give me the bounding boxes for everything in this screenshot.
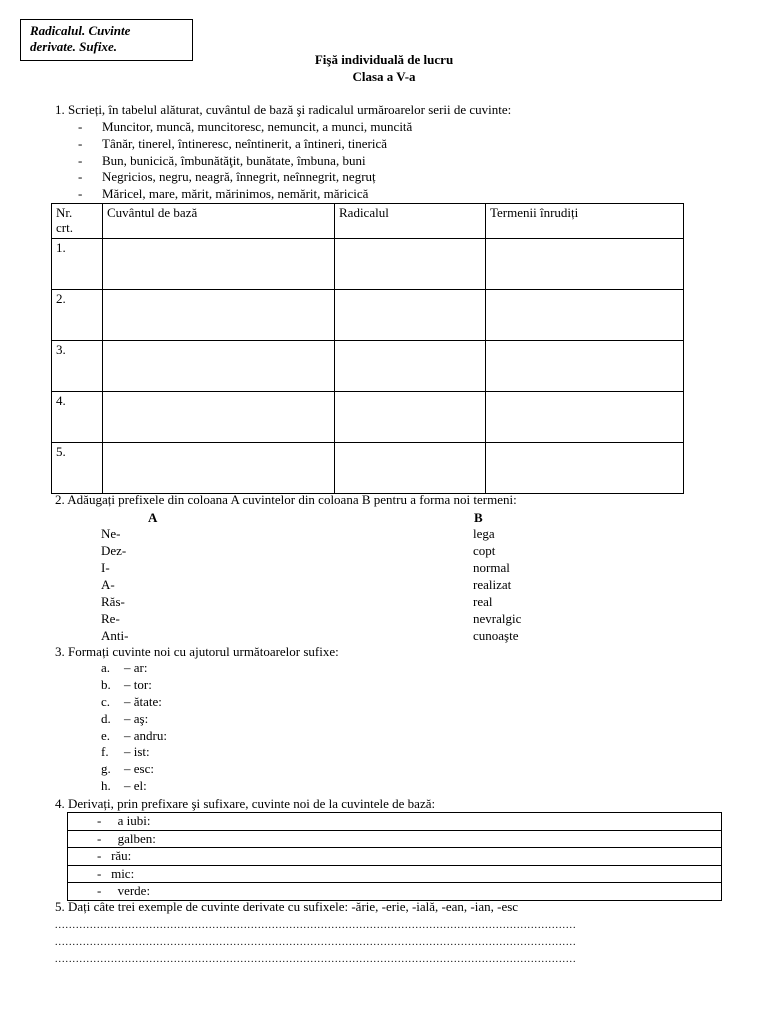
- column-a-label: A: [148, 510, 158, 525]
- derivation-table: [67, 812, 722, 901]
- row-number: 4.: [52, 392, 103, 443]
- prefix-item: Re-: [101, 611, 120, 626]
- suffix-item: h. – el:: [101, 778, 147, 794]
- table-row: [52, 443, 684, 494]
- suffix-item: a. – ar:: [101, 660, 148, 675]
- topic-line-2: derivate. Sufixe.: [30, 39, 118, 54]
- exercise-1-prompt: 1. Scrieți, în tabelul alăturat, cuvântul de bază şi radicalul urmăroarelor serii de cuvinte:: [55, 102, 512, 117]
- word-series-item: - Negricios, negru, neagră, înnegrit, neînnegrit, negruț: [78, 169, 412, 186]
- column-header-base-word: Cuvântul de bază: [103, 204, 335, 239]
- base-word-item: cunoaşte: [473, 628, 519, 643]
- base-word-item: normal: [473, 560, 510, 575]
- column-header-root: Radicalul: [335, 204, 486, 239]
- derivation-row[interactable]: - mic:: [68, 865, 722, 883]
- root-cell[interactable]: [335, 290, 486, 341]
- base-word-item: nevralgic: [473, 611, 522, 626]
- worksheet-title: Fişă individuală de lucru: [314, 52, 454, 67]
- exercise-4-prompt: 4. Derivați, prin prefixare şi sufixare, cuvinte noi de la cuvintele de bază:: [55, 796, 436, 811]
- row-number: 3.: [52, 341, 103, 392]
- root-cell[interactable]: [335, 443, 486, 494]
- row-number: 1.: [52, 239, 103, 290]
- table-row: [52, 341, 684, 392]
- base-word-item: lega: [473, 526, 495, 541]
- table-header-row: [52, 204, 684, 239]
- column-b-label: B: [474, 510, 483, 525]
- derivation-row[interactable]: - verde:: [68, 883, 722, 901]
- suffix-item: e. – andru:: [101, 727, 167, 743]
- related-terms-cell[interactable]: [486, 290, 684, 341]
- column-header-related-terms: Termenii înrudiți: [486, 204, 684, 239]
- topic-line-1: Radicalul. Cuvinte: [30, 23, 131, 38]
- prefix-item: Anti-: [101, 628, 129, 643]
- suffix-item: g. – esc:: [101, 761, 154, 777]
- answer-line[interactable]: .....................................................................................................................................................: [55, 920, 577, 931]
- suffix-item: d. – aş:: [101, 710, 149, 726]
- base-word-cell[interactable]: [103, 443, 335, 494]
- worksheet-subtitle: Clasa a V-a: [352, 69, 416, 84]
- root-cell[interactable]: [335, 239, 486, 290]
- word-series-item: - Muncitor, muncă, muncitoresc, nemuncit, a munci, muncită: [78, 119, 412, 136]
- base-word-item: copt: [473, 543, 496, 558]
- table-row: [52, 392, 684, 443]
- related-terms-cell[interactable]: [486, 443, 684, 494]
- column-header-nr: Nr. crt.: [52, 204, 103, 239]
- exercise-5-prompt: 5. Dați câte trei exemple de cuvinte derivate cu sufixele: -ărie, -erie, -ială, -ean, -ian, -esc: [55, 899, 519, 914]
- prefix-list: [101, 526, 128, 645]
- base-word-cell[interactable]: [103, 290, 335, 341]
- base-word-cell[interactable]: [103, 392, 335, 443]
- root-cell[interactable]: [335, 341, 486, 392]
- word-series-item: - Tânăr, tinerel, întineresc, neîntinerit, a întineri, tinerică: [78, 136, 412, 153]
- base-word-item: realizat: [473, 577, 512, 592]
- word-series-item: - Măricel, mare, mărit, mărinimos, nemărit, măricică: [78, 186, 412, 203]
- suffix-list: [101, 660, 167, 795]
- base-word-cell[interactable]: [103, 239, 335, 290]
- word-series-item: - Bun, bunicică, îmbunătăţit, bunătate, îmbuna, buni: [78, 153, 412, 170]
- related-terms-cell[interactable]: [486, 341, 684, 392]
- suffix-item: b. – tor:: [101, 676, 152, 692]
- base-word-cell[interactable]: [103, 341, 335, 392]
- prefix-item: I-: [101, 560, 110, 575]
- root-cell[interactable]: [335, 392, 486, 443]
- related-terms-cell[interactable]: [486, 392, 684, 443]
- answer-line[interactable]: .....................................................................................................................................................: [55, 937, 577, 948]
- prefix-item: Răs-: [101, 594, 125, 609]
- root-words-table: [51, 203, 684, 494]
- related-terms-cell[interactable]: [486, 239, 684, 290]
- base-word-list: [473, 526, 521, 645]
- prefix-item: Ne-: [101, 526, 121, 541]
- table-row: [52, 290, 684, 341]
- row-number: 2.: [52, 290, 103, 341]
- table-row: [52, 239, 684, 290]
- derivation-row[interactable]: - rău:: [68, 848, 722, 866]
- derivation-row[interactable]: - a iubi:: [68, 813, 722, 831]
- suffix-item: c. – ătate:: [101, 693, 162, 709]
- prefix-item: Dez-: [101, 543, 127, 558]
- exercise-3-prompt: 3. Formați cuvinte noi cu ajutorul următoarelor sufixe:: [55, 644, 339, 659]
- base-word-item: real: [473, 594, 493, 609]
- answer-line[interactable]: .....................................................................................................................................................: [55, 954, 577, 965]
- word-series-list: [78, 119, 412, 203]
- derivation-row[interactable]: - galben:: [68, 830, 722, 848]
- prefix-item: A-: [101, 577, 115, 592]
- row-number: 5.: [52, 443, 103, 494]
- exercise-2-prompt: 2. Adăugați prefixele din coloana A cuvintelor din coloana B pentru a forma noi termeni:: [55, 492, 517, 507]
- suffix-item: f. – ist:: [101, 744, 150, 760]
